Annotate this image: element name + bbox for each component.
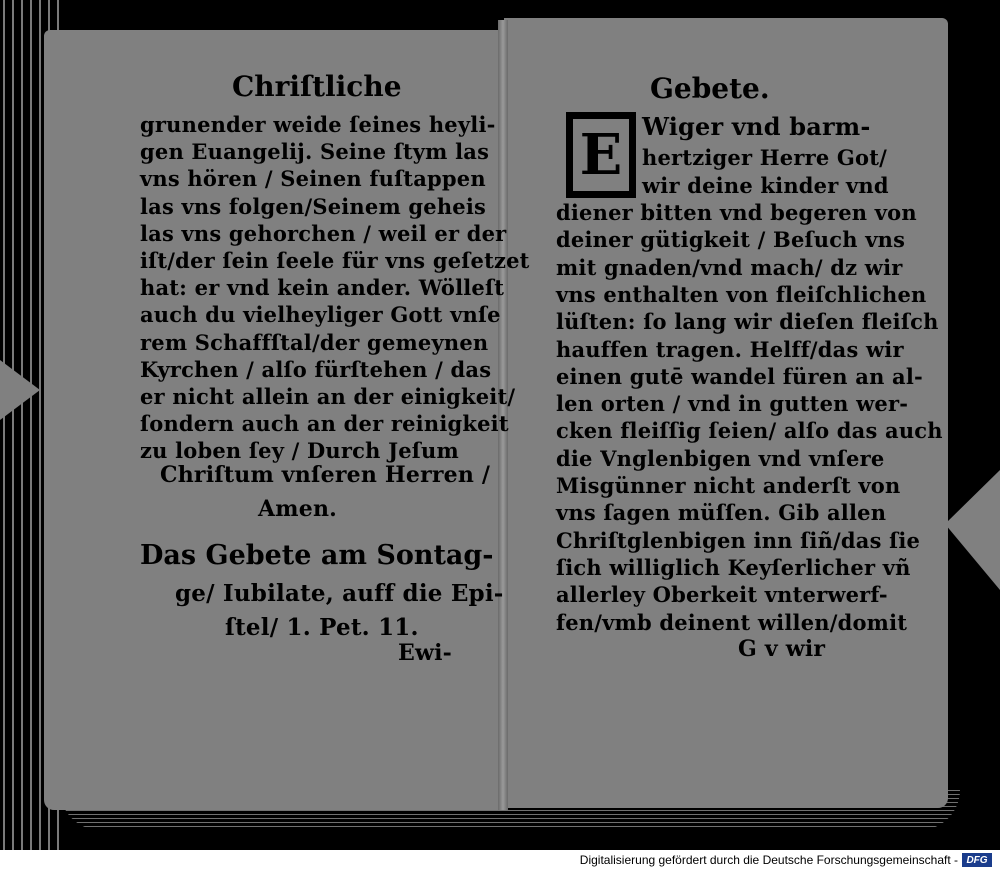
left-body-line: auch du vielheyliger Gott vnſe xyxy=(140,302,501,328)
right-body-line: diener bitten vnd begeren von xyxy=(556,200,917,225)
right-body-line: vns enthalten von fleiſchlichen xyxy=(556,281,927,307)
right-body-line: mit gnaden/vnd mach/ dz wir xyxy=(556,254,903,280)
right-body-line: deiner gütigkeit / Beſuch vns xyxy=(556,227,906,253)
left-section-line-2: ſtel/ 1. Pet. 11. xyxy=(225,614,419,641)
right-body-line: Misgünner nicht anderſt von xyxy=(556,473,901,498)
right-body-line: einen gutē wandel füren an al- xyxy=(556,363,923,389)
left-closing-line-1: Chriſtum vnſeren Herren / xyxy=(160,462,491,488)
left-closing-line-2: Amen. xyxy=(258,496,337,522)
left-body-line: las vns gehorchen / weil er der xyxy=(140,220,507,246)
right-initial-line-1: Wiger vnd barm- xyxy=(642,112,871,141)
left-body-line: zu loben ſey / Durch Jeſum xyxy=(140,438,459,464)
right-initial-line-2: hertziger Herre Got/ xyxy=(642,145,888,170)
left-body-line: grunender weide ſeines heyli- xyxy=(140,112,496,137)
right-body-line: Chriſtglenbigen inn ſiñ/das ſie xyxy=(556,527,921,553)
right-body-line: lüſten: ſo lang wir dieſen fleiſch xyxy=(556,309,939,335)
right-initial-line-3: wir deine kinder vnd xyxy=(642,173,889,198)
left-body-line: las vns folgen/Seinem geheis xyxy=(140,193,487,219)
right-body-line: allerley Oberkeit vnterwerf- xyxy=(556,582,888,608)
left-body-line: ſondern auch an der reinigkeit xyxy=(140,411,509,437)
left-section-line-1: ge/ Iubilate, auff die Epi- xyxy=(175,580,504,607)
right-body-line: hauffen tragen. Helff/das wir xyxy=(556,336,904,362)
footer-bar xyxy=(0,850,1000,871)
left-body-line: rem Schaffſtal/der gemeynen xyxy=(140,329,489,355)
right-body-line: die Vnglenbigen vnd vnſere xyxy=(556,445,885,471)
left-body-line: vns hören / Seinen fuſtappen xyxy=(140,166,486,192)
left-body-line: gen Euangelij. Seine ſtym las xyxy=(140,139,490,165)
right-body-line: ſich williglich Keyſerlicher vñ xyxy=(556,554,911,580)
decorated-initial xyxy=(566,112,636,198)
left-body-line: er nicht allein an der einigkeit/ xyxy=(140,384,516,409)
left-section-title: Das Gebete am Sontag- xyxy=(140,540,494,571)
left-catchword: Ewi- xyxy=(398,640,452,666)
left-body-line: Kyrchen / alſo fürſtehen / das xyxy=(140,356,492,382)
left-body-line: hat: er vnd kein ander. Wölleſt xyxy=(140,275,505,301)
left-page-header: Chriſtliche xyxy=(232,70,402,103)
right-clip xyxy=(945,470,1000,590)
right-body-line: vns ſagen müſſen. Gib allen xyxy=(556,500,887,526)
dfg-logo: DFG xyxy=(962,853,992,867)
right-body-line: fen/vmb deinent willen/domit xyxy=(556,609,908,635)
right-body-line: len orten / vnd in gutten wer- xyxy=(556,391,909,417)
right-page-header: Gebete. xyxy=(650,72,770,105)
left-body-line: iſt/der ſein ſeele für vns geſetzet xyxy=(140,248,530,273)
right-signature-line: G v wir xyxy=(738,636,826,662)
footer-credit: Digitalisierung gefördert durch die Deutsche Forschungsgemeinschaft - xyxy=(579,853,958,867)
initial-letter: E xyxy=(579,122,623,188)
right-body-line: cken fleiſſig ſeien/ alſo das auch xyxy=(556,418,943,444)
